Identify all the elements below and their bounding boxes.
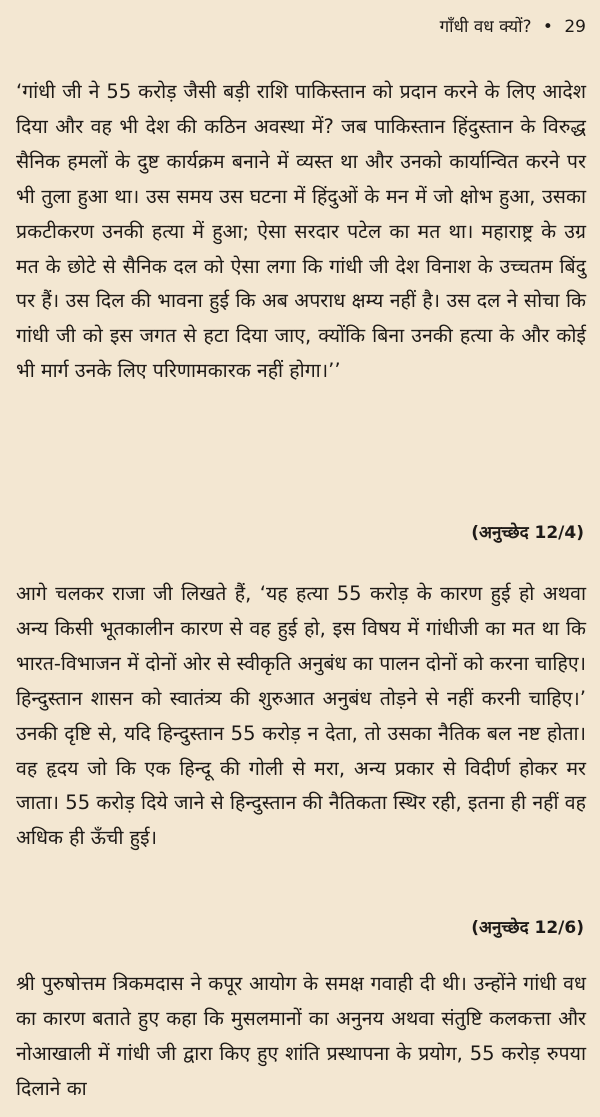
reference-12-4: (अनुच्छेद 12/4): [471, 523, 584, 543]
running-header: [440, 14, 586, 37]
paragraph-3: श्री पुरुषोत्तम त्रिकमदास ने कपूर आयोग के समक्ष गवाही दी थी। उन्होंने गांधी वध का कारण बताते हुए कहा कि मुसलमानों का अनुनय अथवा संतुष्टि कलकत्ता और नोआखाली में गांधी जी द्वारा किए हुए शांति प्रस्थापना के प्रयोग, 55 करोड़ रुपया दिलाने का: [16, 972, 586, 1100]
paragraph-2: आगे चलकर राजा जी लिखते हैं, ‘यह हत्या 55 करोड़ के कारण हुई हो अथवा अन्य किसी भूतकालीन कारण से वह हुई हो, इस विषय में गांधीजी का मत था कि भारत-विभाजन में दोनों ओर से स्वीकृति अनुबंध का पालन दोनों को करना चाहिए। हिन्दुस्तान शासन को स्वातंत्र्य की शुरुआत अनुबंध तोड़ने से नहीं करनी चाहिए।’ उनकी दृष्टि से, यदि हिन्दुस्तान 55 करोड़ न देता, तो उसका नैतिक बल नष्ट होता। वह हृदय जो कि एक हिन्दू की गोली से मरा, अन्य प्रकार से विदीर्ण होकर मर जाता। 55 करोड़ दिये जाने से हिन्दुस्तान की नैतिकता स्थिर रही, इतना ही नहीं वह अधिक ही ऊँची हुई।: [16, 582, 586, 850]
page-number: 29: [564, 17, 586, 37]
paragraph-1: ‘गांधी जी ने 55 करोड़ जैसी बड़ी राशि पाकिस्तान को प्रदान करने के लिए आदेश दिया और वह भी देश की कठिन अवस्था में? जब पाकिस्तान हिंदुस्तान के विरुद्ध सैनिक हमलों के दुष्ट कार्यक्रम बनाने में व्यस्त था और उनको कार्यान्वित करने पर भी तुला हुआ था। उस समय उस घटना में हिंदुओं के मन में जो क्षोभ हुआ, उसका प्रकटीकरण उनकी हत्या में हुआ; ऐसा सरदार पटेल का मत था। महाराष्ट्र के उग्र मत के छोटे से सैनिक दल को ऐसा लगा कि गांधी जी देश विनाश के उच्चतम बिंदु पर हैं। उस दिल की भावना हुई कि अब अपराध क्षम्य नहीं है। उस दल ने सोचा कि गांधी जी को इस जगत से हटा दिया जाए, क्योंकि बिना उनकी हत्या के और कोई भी मार्ग उनके लिए परिणामकारक नहीं होगा।’’: [16, 80, 586, 383]
header-separator: •: [542, 17, 553, 37]
reference-12-6: (अनुच्छेद 12/6): [471, 918, 584, 938]
header-title: गाँधी वध क्यों?: [439, 17, 532, 37]
